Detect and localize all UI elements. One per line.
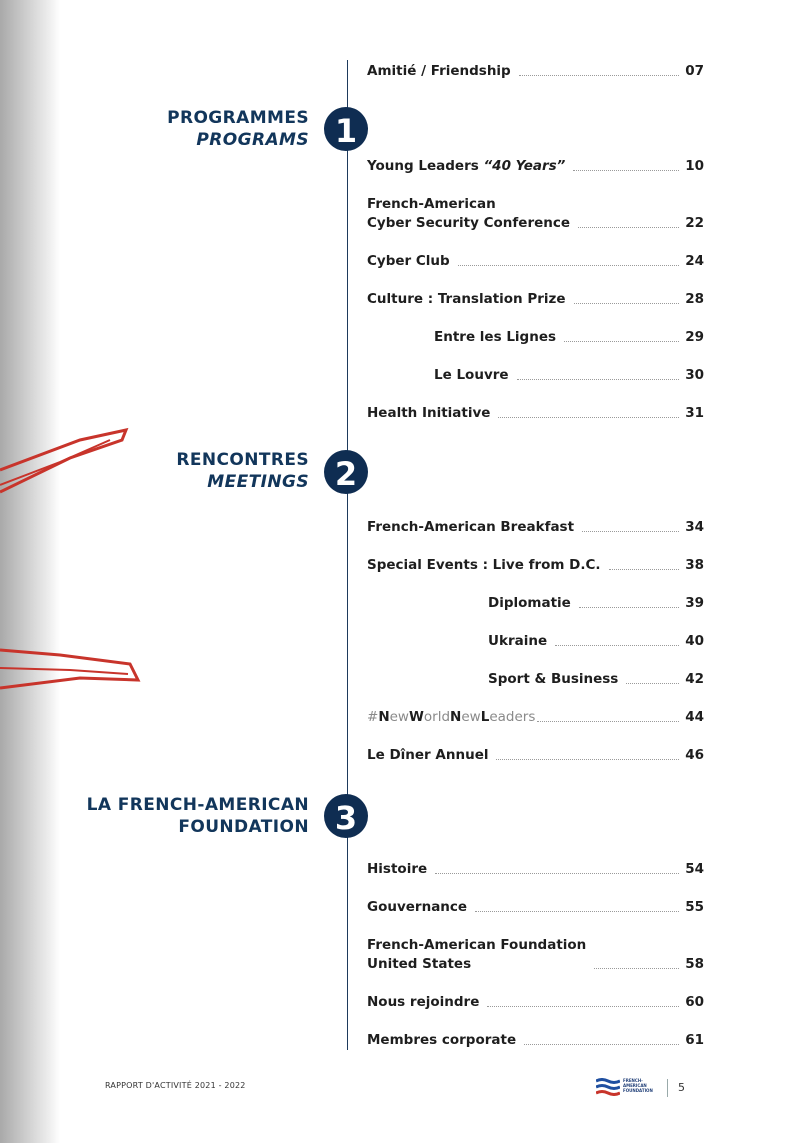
section-number-badge: 2 — [324, 450, 368, 494]
footer-separator — [667, 1079, 668, 1097]
section-programs-title: PROGRAMMES PROGRAMS — [167, 108, 309, 150]
toc-entry-membres-corporate[interactable]: Membres corporate 61 — [367, 1032, 704, 1048]
toc-entry-foundation-us[interactable]: French-American Foundation United States 58 — [367, 937, 704, 972]
toc-entry-new-world-new-leaders[interactable]: #NewWorldNewLeaders 44 — [367, 709, 704, 725]
toc-entry-le-louvre[interactable]: Le Louvre 30 — [434, 367, 704, 383]
toc-entry-breakfast[interactable]: French-American Breakfast 34 — [367, 519, 704, 535]
footer-report-title: RAPPORT D'ACTIVITÉ 2021 - 2022 — [105, 1081, 246, 1090]
toc-entry-cyber-security-conference[interactable]: French-American Cyber Security Conference 22 — [367, 196, 704, 231]
section-meetings-title: RENCONTRES MEETINGS — [176, 450, 309, 492]
toc-entry-young-leaders[interactable]: Young Leaders “40 Years” 10 — [367, 158, 704, 174]
toc-entry-nous-rejoindre[interactable]: Nous rejoindre 60 — [367, 994, 704, 1010]
toc-entry-diner-annuel[interactable]: Le Dîner Annuel 46 — [367, 747, 704, 763]
toc-entry-diplomatie[interactable]: Diplomatie 39 — [488, 595, 704, 611]
toc-entry-ukraine[interactable]: Ukraine 40 — [488, 633, 704, 649]
section-foundation-title: LA FRENCH-AMERICAN FOUNDATION — [86, 795, 309, 837]
section-number-badge: 1 — [324, 107, 368, 151]
toc-entry-histoire[interactable]: Histoire 54 — [367, 861, 704, 877]
foundation-logo-text: FRENCH- AMERICAN FOUNDATION — [623, 1078, 653, 1093]
toc-entry-entre-les-lignes[interactable]: Entre les Lignes 29 — [434, 329, 704, 345]
page-number: 5 — [678, 1081, 685, 1094]
toc-entry-friendship[interactable]: Amitié / Friendship 07 — [367, 63, 704, 79]
toc-entry-gouvernance[interactable]: Gouvernance 55 — [367, 899, 704, 915]
toc-entry-culture[interactable]: Culture : Translation Prize 28 — [367, 291, 704, 307]
toc-divider-line — [347, 60, 348, 1050]
section-number-badge: 3 — [324, 794, 368, 838]
foundation-logo-icon — [596, 1078, 620, 1096]
toc-entry-sport-business[interactable]: Sport & Business 42 — [488, 671, 704, 687]
toc-entry-special-events[interactable]: Special Events : Live from D.C. 38 — [367, 557, 704, 573]
toc-entry-health-initiative[interactable]: Health Initiative 31 — [367, 405, 704, 421]
toc-entry-cyber-club[interactable]: Cyber Club 24 — [367, 253, 704, 269]
